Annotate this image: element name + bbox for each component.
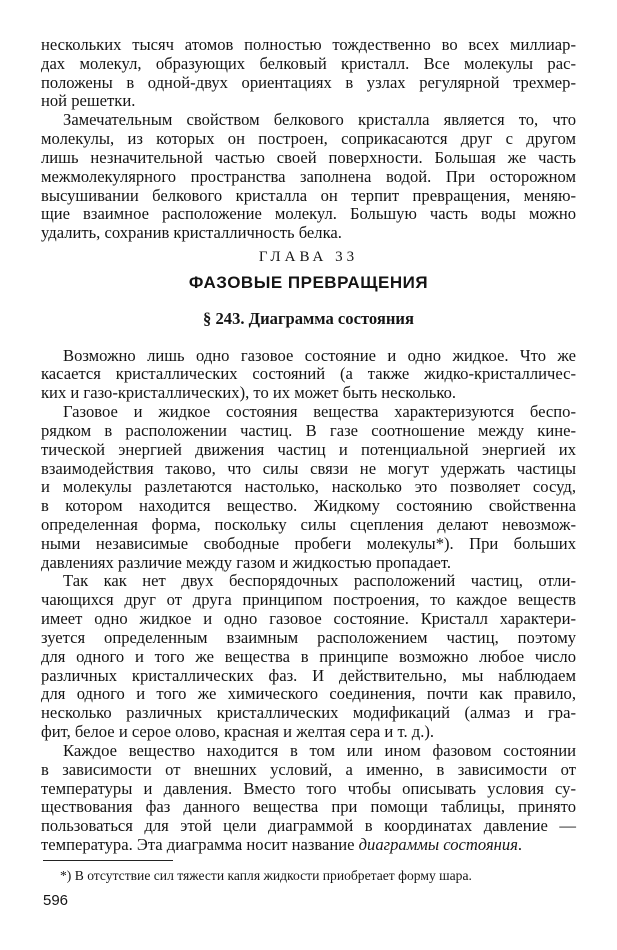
text-line: определенная форма, поскольку силы сцепления делают невозмож- xyxy=(41,515,576,534)
text-line: чающихся друг от друга принципом построения, то каждое веществ xyxy=(41,590,576,610)
text-line: Возможно лишь одно газовое состояние и одно жидкое. Что же xyxy=(63,345,576,365)
text-line: в зависимости от внешних условий, а именно, в зависимости от xyxy=(41,759,576,779)
text-line: касается кристаллических состояний (а также жидко-кристалличес- xyxy=(41,364,576,384)
text-run: температура. Эта диаграмма носит название xyxy=(41,835,359,854)
chapter-title: ФАЗОВЫЕ ПРЕВРАЩЕНИЯ xyxy=(188,273,429,293)
text-line: фит, белое и серое олово, красная и желтая сера и т. д.). xyxy=(41,722,435,742)
text-line: нескольких тысяч атомов полностью тождественно во всех миллиар- xyxy=(41,35,576,54)
text-line: межмолекулярного пространства заполнена водой. При осторожном xyxy=(41,166,576,186)
footnote: *) В отсутствие сил тяжести капля жидкости приобретает форму шара. xyxy=(60,868,472,883)
chapter-label: ГЛАВА 33 xyxy=(258,248,359,265)
text-line: положены в одной-двух ориентациях в узлах регулярной трехмер- xyxy=(41,72,576,92)
text-line: удалить, сохранив кристалличность белка. xyxy=(41,223,342,243)
text-line: дах молекул, образующих белковый кристалл. Все молекулы рас- xyxy=(41,53,576,73)
text-run: . xyxy=(517,835,523,854)
text-line: и молекулы разлетаются настолько, насколько это позволяет сосуд, xyxy=(41,477,576,497)
text-line: рядком в расположении частиц. В газе соотношение между кине- xyxy=(41,420,576,440)
text-line: зуется определенным взаимным расположением частиц, поэтому xyxy=(41,627,576,647)
text-line: температуры и давления. Вместо того чтобы описывать условия су- xyxy=(41,778,576,798)
text-line: имеет одно жидкое и одно газовое состояние. Кристалл характери- xyxy=(41,609,576,629)
text-line: Так как нет двух беспорядочных расположений частиц, отли- xyxy=(63,571,576,591)
text-line: щие взаимное расположение молекул. Большую часть воды можно xyxy=(41,204,576,224)
text-line: для одного и того же вещества в принципе возможно любое число xyxy=(41,646,576,666)
text-line: для одного и того же химического соединения, почти как правило, xyxy=(41,684,576,704)
text-line: пользоваться для этой цели диаграммой в координатах давление — xyxy=(41,816,576,836)
text-line: молекулы, из которых он построен, соприкасаются друг с другом xyxy=(41,129,576,149)
page-number: 596 xyxy=(43,892,69,909)
text-line: ких и газо-кристаллических), то их может быть несколько. xyxy=(41,383,457,403)
text-line: взаимодействия таково, что силы связи не могут удержать частицы xyxy=(41,458,576,478)
text-line: Газовое и жидкое состояния вещества характеризуются беспо- xyxy=(63,402,576,422)
text-line: тической энергией движения частиц и потенциальной энергией их xyxy=(41,439,576,459)
text-line: в котором находится вещество. Жидкому состоянию свойственна xyxy=(41,496,576,516)
section-title: § 243. Диаграмма состояния xyxy=(203,308,414,328)
text-line: высушивании белкового кристалла он терпит превращения, меняю- xyxy=(41,185,576,205)
text-line: ными независимые свободные пробеги молекулы*). При больших xyxy=(41,533,576,553)
text-line-emphasis xyxy=(41,836,576,855)
text-line: Замечательным свойством белкового кристалла является то, что xyxy=(63,110,576,130)
footnote-rule xyxy=(43,860,173,861)
text-line: ществования фаз данного вещества при помощи таблицы, принято xyxy=(41,797,576,817)
text-line: лишь незначительной частью своей поверхности. Большая же часть xyxy=(41,147,576,167)
text-line: Каждое вещество находится в том или ином фазовом состоянии xyxy=(63,740,576,760)
text-line: давлениях различие между газом и жидкостью пропадает. xyxy=(41,552,452,572)
text-line: различных кристаллических фаз. И действительно, мы наблюдаем xyxy=(41,665,576,685)
text-line: несколько различных кристаллических модификаций (алмаз и гра- xyxy=(41,703,576,723)
text-line: ной решетки. xyxy=(41,91,136,111)
emphasized-term: диаграммы состояния xyxy=(358,835,518,854)
